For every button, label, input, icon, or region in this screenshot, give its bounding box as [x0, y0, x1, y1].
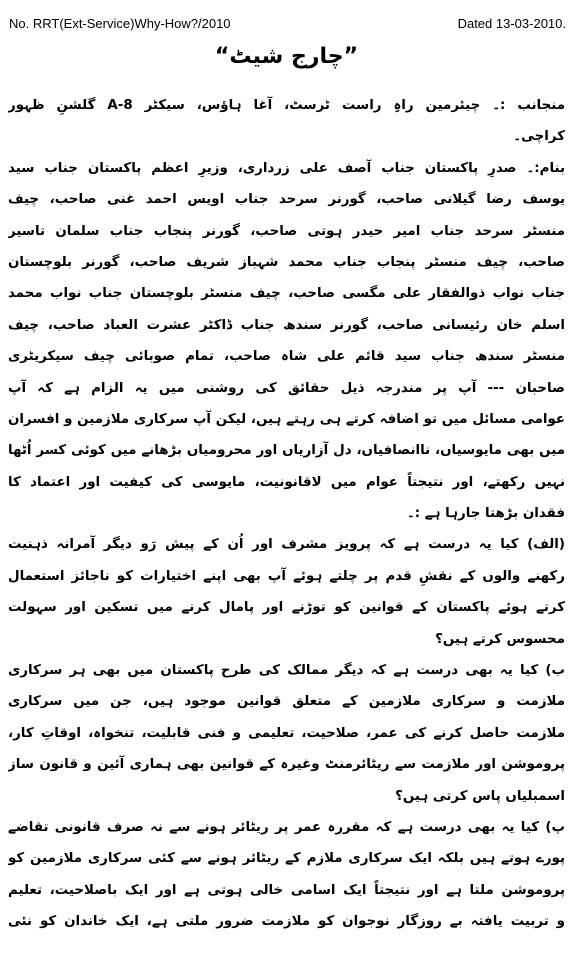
- reference-number: No. RRT(Ext-Service)Why-How?/2010: [9, 16, 231, 31]
- text-line: پ) کیا یہ بھی درست ہے کہ مقررہ عمر پر ریٹائر ہونے سے نہ صرف قانونی تقاضے: [8, 819, 565, 835]
- text-line: (الف) کیا یہ درست ہے کہ پرویز مشرف اور اُن کے پیش رَو دیگر آمرانہ ذہنیت: [8, 537, 565, 553]
- text-line: منسٹر سرحد جناب امیر حیدر ہوتی صاحب، گورنر پنجاب جناب سلمان تاسیر: [8, 223, 565, 239]
- text-line: کراچی۔: [513, 129, 565, 145]
- document-title: “چارج شیٹ”: [214, 44, 359, 69]
- text-line: پروموشن اور ملازمت سے ریٹائرمنٹ وغیرہ کے قوانین بھی ہماری آئین و قانون ساز: [8, 757, 565, 773]
- text-line: ملازمت حاصل کرنے کی عمر، صلاحیت، تعلیمی و فنی قابلیت، تنخواہ، اوقاتِ کار،: [8, 725, 565, 741]
- text-line: منسٹر سندھ جناب سید قائم علی شاہ صاحب، تمام صوبائی چیف سیکریٹری: [8, 349, 565, 365]
- text-line: محسوس کرتے ہیں؟: [435, 631, 565, 647]
- text-line: جناب نواب ذوالفقار علی مگسی صاحب، چیف منسٹر بلوچستان جناب نواب محمد: [8, 286, 565, 302]
- text-line: صاحبان --- آپ پر مندرجہ ذیل حقائق کی روشنی میں یہ الزام ہے کہ آپ: [8, 380, 565, 396]
- text-line: ملازمت و سرکاری ملازمین کے متعلق قوانین موجود ہیں، جن میں سرکاری: [8, 694, 565, 710]
- text-line: بنام:۔ صدرِ پاکستان جناب آصف علی زرداری، وزیرِ اعظم پاکستان جناب سید: [8, 160, 565, 176]
- text-line: منجانب :۔ چیئرمین راہِ راست ٹرسٹ، آغا ہاؤس، سیکٹر 8-A گلشنِ ظہور: [8, 98, 565, 113]
- text-line: رکھنے والوں کے نقشِ قدم پر چلتے ہوئے آپ بھی اپنے اختیارات کو ناجائز استعمال: [8, 568, 565, 584]
- text-line: ب) کیا یہ بھی درست ہے کہ دیگر ممالک کی طرح پاکستان میں بھی ہر سرکاری: [8, 663, 565, 679]
- text-line: میں بھی مایوسیاں، ناانصافیاں، دل آزاریاں اور محرومیاں بڑھانے میں کوئی کسر اُٹھا: [8, 443, 565, 459]
- text-line: عوامی مسائل میں تو اضافہ کرتے ہی رہتے ہیں، لیکن آپ سرکاری ملازمین و افسران: [8, 411, 565, 427]
- text-line: نہیں رکھتے، اور نتیجتاً عوام میں لاقانونیت، مایوسی کی کیفیت اور اعتماد کا: [8, 474, 565, 490]
- text-line: یوسف رضا گیلانی صاحب، گورنر سرحد جناب اویس احمد غنی صاحب، چیف: [8, 192, 565, 208]
- text-line: صاحب، چیف منسٹر پنجاب جناب محمد شہباز شریف صاحب، گورنر بلوچستان: [8, 254, 565, 270]
- text-line: پروموشن ملتا ہے اور نتیجتاً ایک اسامی خالی ہوتی ہے اور ایک باصلاحیت، تعلیم: [8, 882, 565, 898]
- text-line: اسمبلیاں پاس کرتی ہیں؟: [395, 788, 565, 804]
- text-line: اسلم خان رئیسانی صاحب، گورنر سندھ جناب ڈاکٹر عشرت العباد صاحب، چیف: [8, 317, 565, 333]
- document-date: Dated 13-03-2010.: [457, 16, 566, 31]
- document-body: [8, 90, 565, 938]
- text-line: و تربیت یافتہ بے روزگار نوجوان کو ملازمت ضرور ملتی ہے، ایک خاندان کو نئی: [8, 914, 565, 930]
- text-line: کرتے ہوئے پاکستان کے قوانین کو توڑنے اور پامال کرنے میں تسکین اور سہولت: [8, 600, 565, 616]
- text-line: فقدان بڑھتا جارہا ہے :۔: [406, 506, 565, 522]
- text-line: پورے ہوتے ہیں بلکہ ایک سرکاری ملازم کے ریٹائر ہونے سے کئی سرکاری ملازمین کو: [8, 851, 565, 867]
